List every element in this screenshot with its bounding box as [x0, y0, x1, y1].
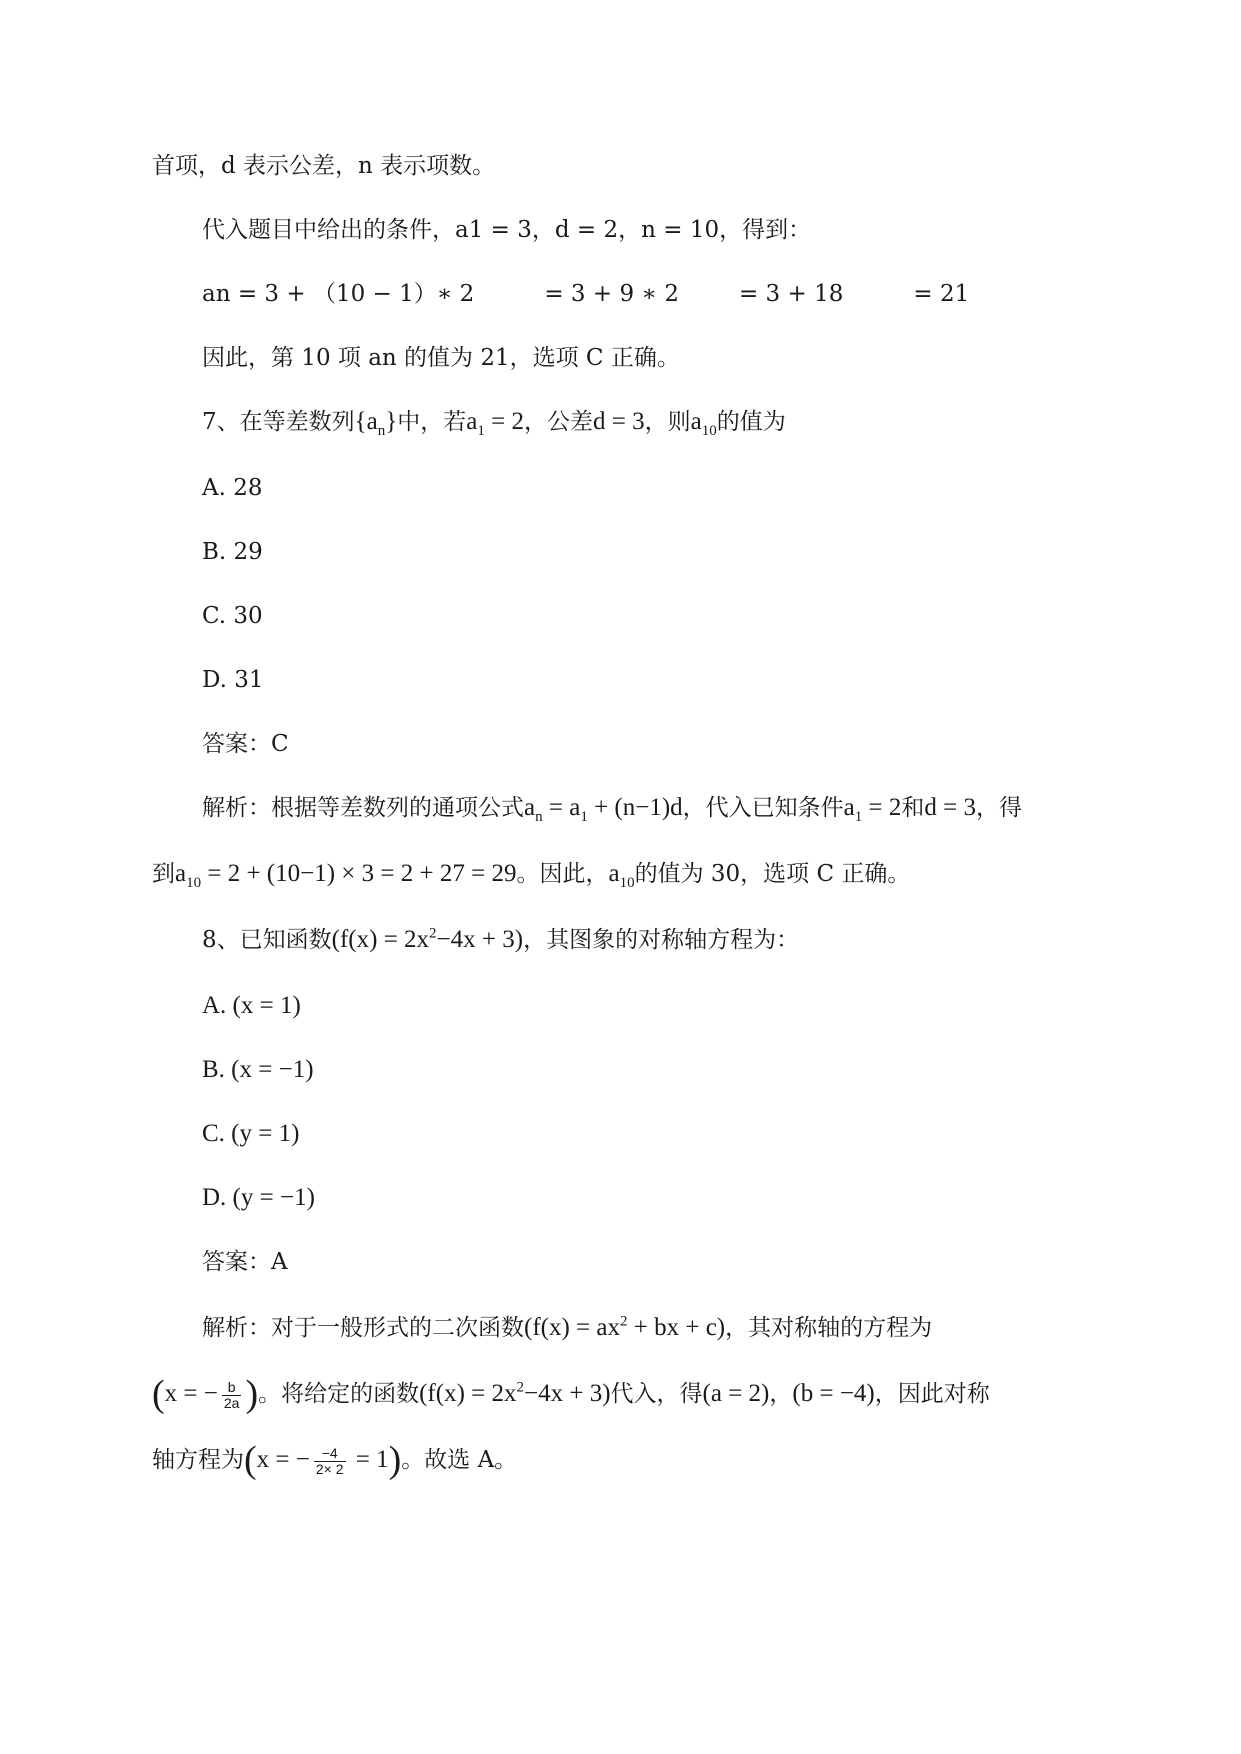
math: $\{a_n\}$ [354, 408, 398, 439]
option-b: B. 29 [202, 539, 263, 565]
calc-step: = 21 [913, 281, 970, 307]
text-line: 因此，第 10 项 an 的值为 21，选项 C 正确。 [202, 345, 680, 371]
answer: 答案：C [202, 731, 289, 757]
option-c: C. (y = 1) [202, 1120, 300, 1147]
explanation-line: 解析：根据等差数列的通项公式$a_n = a_1 + (n-1)d$，代入已知条件$a_1 = 2$和d = 3，得 [202, 794, 1022, 825]
fraction: $\frac{-4}{2\times 2}$ [315, 1444, 344, 1477]
text-line: 首项，d 表示公差，n 表示项数。 [152, 153, 496, 179]
question-8: 8、已知函数$(f(x) = 2x^2-4x + 3)$，其图象的对称轴方程为： [202, 925, 800, 953]
math: $a_1 = 2$ [466, 408, 524, 439]
calc-step: = 3 + 18 [738, 281, 844, 307]
calc-line [202, 278, 969, 310]
math: $a_{10}$ [690, 408, 717, 439]
option-d: D. (y = −1) [202, 1184, 315, 1211]
option-c: C. 30 [202, 603, 263, 629]
explanation-line: (x = − $\frac{b}{2a}$ )。将给定的函数$(f(x) = 2x^2-4x + 3)$代入，得(a = 2)，(b = −4)，因此对称 [152, 1373, 990, 1415]
calc-step: = 3 + 9 ∗ 2 [544, 281, 679, 307]
option-a: A. 28 [202, 475, 263, 501]
option-a: A. (x = 1) [202, 992, 301, 1019]
explanation-line: 到$a_{10} = 2 + (10-1) \times 3 = 2 + 27 = 29$。因此，$a_{10}$的值为 30，选项 C 正确。 [152, 860, 911, 891]
text-line: 代入题目中给出的条件，a1 = 3，d = 2，n = 10，得到： [202, 217, 812, 243]
explanation-line: 轴方程为(x = − $\frac{-4}{2\times 2}$ = 1)。故选 A。 [152, 1439, 518, 1481]
explanation-line: 解析：对于一般形式的二次函数($f(x) = ax^2$ + bx + c)，其对称轴的方程为 [202, 1313, 933, 1341]
answer: 答案：A [202, 1249, 288, 1275]
option-b: B. (x = −1) [202, 1056, 314, 1083]
option-d: D. 31 [202, 667, 264, 693]
math: d = 3 [592, 408, 645, 435]
question-7: 7、在等差数列$\{a_n\}$中，若$a_1 = 2$，公差d = 3，则$a_{10}$的值为 [202, 408, 786, 439]
calc-step: an = 3 + （10 − 1）∗ 2 [202, 281, 475, 307]
fraction: $\frac{b}{2a}$ [223, 1378, 240, 1411]
